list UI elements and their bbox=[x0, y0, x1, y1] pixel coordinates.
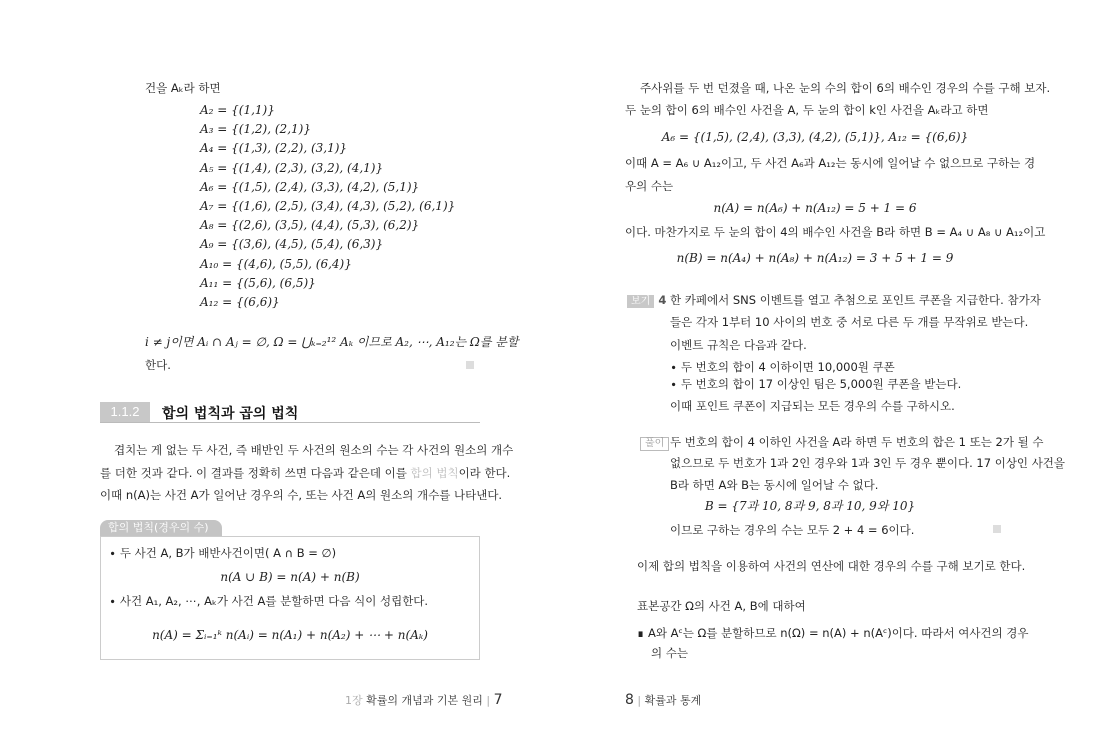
event-set: A₂ = {(1,1)} bbox=[200, 103, 275, 117]
equation: n(A) = n(A₆) + n(A₁₂) = 5 + 1 = 6 bbox=[713, 201, 917, 215]
solution-equation: B = {7과 10, 8과 9, 8과 10, 9와 10} bbox=[704, 499, 916, 513]
rule-formula: n(A) = Σᵢ₌₁ᵏ n(Aᵢ) = n(A₁) + n(A₂) + ⋯ + n(Aₖ) bbox=[152, 628, 428, 642]
solution-tag-wrap bbox=[640, 434, 673, 451]
page-number: 8 bbox=[625, 692, 634, 708]
intro-text: 건을 Aₖ라 하면 bbox=[145, 81, 221, 95]
example-line: 한 카페에서 SNS 이벤트를 열고 추첨으로 포인트 쿠폰을 지급한다. 참가자 bbox=[670, 293, 1041, 307]
paragraph-text: 이라 한다. bbox=[458, 466, 511, 480]
solution-line: 두 번호의 합이 4 이하인 사건을 A라 하면 두 번호의 합은 1 또는 2가 될 수 bbox=[670, 435, 1044, 449]
section-title: 합의 법칙과 곱의 법칙 bbox=[162, 406, 299, 422]
event-set: A₆ = {(1,5), (2,4), (3,3), (4,2), (5,1)} bbox=[200, 179, 420, 194]
example-line: 이벤트 규칙은 다음과 같다. bbox=[670, 338, 807, 352]
event-set: A₃ = {(1,2), (2,1)} bbox=[200, 122, 311, 137]
chapter-label: 1장 bbox=[345, 694, 363, 707]
paragraph-line: 두 눈의 합이 6의 배수인 사건을 A, 두 눈의 합이 k인 사건을 Aₖ라고 하면 bbox=[625, 103, 989, 117]
paragraph-line bbox=[100, 465, 510, 481]
paragraph-line: 이때 n(A)는 사건 A가 일어난 경우의 수, 또는 사건 A의 원소의 개수를 나타낸다. bbox=[100, 488, 503, 502]
rule-formula: n(A ∪ B) = n(A) + n(B) bbox=[220, 570, 360, 584]
example-line: 들은 각자 1부터 10 사이의 번호 중 서로 다른 두 개를 무작위로 받는다. bbox=[670, 315, 1029, 329]
solution-result: 이므로 구하는 경우의 수는 모두 2 + 4 = 6이다. bbox=[670, 523, 915, 537]
rule-item: ∙ 사건 A₁, A₂, ⋯, Aₖ가 사건 A를 분할하면 다음 식이 성립한다. bbox=[109, 594, 429, 608]
example-number: 4 bbox=[658, 293, 667, 307]
rule-box bbox=[100, 536, 480, 660]
example-rule: ∙ 두 번호의 합이 17 이상인 팀은 5,000원 쿠폰을 받는다. bbox=[670, 377, 962, 391]
paragraph-line: 이제 합의 법칙을 이용하여 사건의 연산에 대한 경우의 수를 구해 보기로 한다. bbox=[637, 559, 1026, 573]
paragraph-text: 를 더한 것과 같다. 이 결과를 정확히 쓰면 다음과 같은데 이를 bbox=[100, 466, 411, 480]
term-highlight: 합의 법칙 bbox=[410, 466, 459, 480]
book-title: 확률과 통계 bbox=[644, 694, 702, 707]
equation: n(B) = n(A₄) + n(A₈) + n(A₁₂) = 3 + 5 + 1 = 9 bbox=[676, 251, 954, 265]
left-footer: 1장 확률의 개념과 기본 원리 | 7 bbox=[345, 692, 503, 708]
rule-box-title: 합의 법칙(경우의 수) bbox=[100, 520, 222, 536]
partition-statement-end: 한다. bbox=[145, 358, 171, 372]
end-mark bbox=[993, 525, 1001, 533]
example-tag: 보기 bbox=[627, 295, 654, 308]
paragraph-line: 이때 A = A₆ ∪ A₁₂이고, 두 사건 A₆과 A₁₂는 동시에 일어날 수 없으므로 구하는 경 bbox=[625, 156, 1036, 170]
event-set: A₅ = {(1,4), (2,3), (3,2), (4,1)} bbox=[200, 160, 384, 175]
paragraph-line: 표본공간 Ω의 사건 A, B에 대하여 bbox=[637, 599, 806, 613]
equation: A₆ = {(1,5), (2,4), (3,3), (4,2), (5,1)}, A₁₂ = {(6,6)} bbox=[661, 130, 969, 144]
example-rule: ∙ 두 번호의 합이 4 이하이면 10,000원 쿠폰 bbox=[670, 360, 895, 374]
bullet-line: ∎ A와 Aᶜ는 Ω를 분할하므로 n(Ω) = n(A) + n(Aᶜ)이다. 따라서 여사건의 경우 bbox=[637, 626, 1029, 640]
paragraph-line: 겹치는 게 없는 두 사건, 즉 배반인 두 사건의 원소의 수는 각 사건의 원소의 개수 bbox=[114, 443, 514, 457]
paragraph-line: 우의 수는 bbox=[625, 179, 674, 193]
rule-item: ∙ 두 사건 A, B가 배반사건이면( A ∩ B = ∅) bbox=[109, 546, 337, 560]
end-mark bbox=[466, 361, 474, 369]
event-set: A₁₂ = {(6,6)} bbox=[200, 295, 280, 309]
example-label bbox=[627, 292, 666, 308]
solution-line: B라 하면 A와 B는 동시에 일어날 수 없다. bbox=[670, 478, 879, 492]
section-header bbox=[100, 402, 480, 423]
solution-tag: 풀이 bbox=[640, 437, 669, 451]
paragraph-line: 이다. 마찬가지로 두 눈의 합이 4의 배수인 사건을 B라 하면 B = A₄ ∪ A₈ ∪ A₁₂이고 bbox=[625, 225, 1046, 239]
example-question: 이때 포인트 쿠폰이 지급되는 모든 경우의 수를 구하시오. bbox=[670, 399, 955, 413]
section-number: 1.1.2 bbox=[100, 402, 150, 422]
page-number: 7 bbox=[493, 692, 503, 708]
partition-statement: i ≠ j이면 Aᵢ ∩ Aⱼ = ∅, Ω = ⋃ₖ₌₂¹² Aₖ 이므로 A₂, ⋯, A₁₂는 Ω를 분할 bbox=[145, 335, 519, 349]
event-set: A₇ = {(1,6), (2,5), (3,4), (4,3), (5,2), (6,1)} bbox=[200, 199, 456, 213]
paragraph-line: 주사위를 두 번 던졌을 때, 나온 눈의 수의 합이 6의 배수인 경우의 수를 구해 보자. bbox=[640, 81, 1051, 95]
event-set: A₁₀ = {(4,6), (5,5), (6,4)} bbox=[200, 256, 352, 271]
event-set: A₈ = {(2,6), (3,5), (4,4), (5,3), (6,2)} bbox=[200, 218, 420, 233]
right-footer: 8 | 확률과 통계 bbox=[625, 692, 702, 708]
chapter-title: 확률의 개념과 기본 원리 bbox=[366, 694, 483, 707]
event-set: A₁₁ = {(5,6), (6,5)} bbox=[200, 275, 316, 290]
event-set: A₄ = {(1,3), (2,2), (3,1)} bbox=[200, 141, 348, 156]
bullet-line: 의 수는 bbox=[651, 646, 688, 660]
solution-line: 없으므로 두 번호가 1과 2인 경우와 1과 3인 두 경우 뿐이다. 17 이상인 사건을 bbox=[670, 456, 1066, 470]
event-set: A₉ = {(3,6), (4,5), (5,4), (6,3)} bbox=[200, 237, 384, 252]
